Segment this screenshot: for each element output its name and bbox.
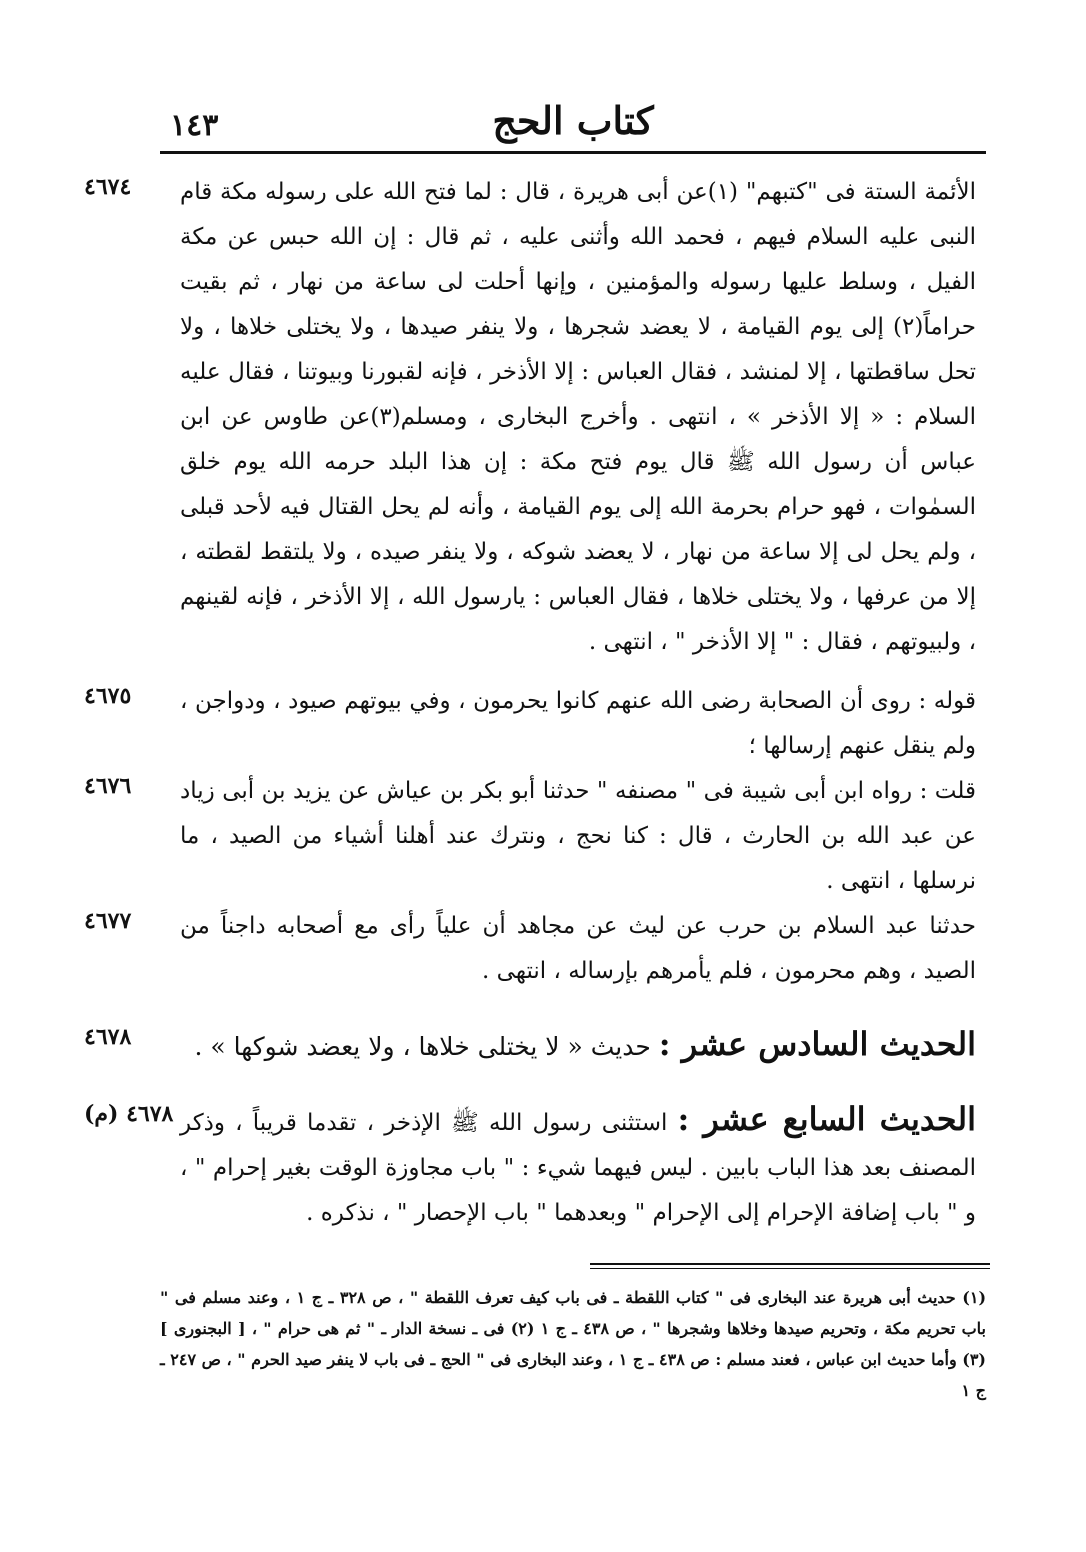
hadith-17 xyxy=(84,1097,994,1236)
hadith-body: استثنى رسول الله ﷺ الإذخر ، تقدما قريباً ، وذكر المصنف بعد هذا الباب بابين . ليس فيهما شيء : " باب مجاوزة الوقت بغير إحرام " ، و " باب إضافة الإحرام إلى الإحرام " وبعدهما " باب الإحصار " ، نذكره . xyxy=(180,1110,976,1226)
footnotes xyxy=(160,1282,986,1406)
book-title: كتاب الحج xyxy=(492,98,654,143)
entry-4675 xyxy=(84,679,994,769)
header-divider xyxy=(160,151,986,154)
hadith-16 xyxy=(84,1020,994,1071)
entry-number: ٤٦٧٧ xyxy=(84,908,132,934)
hadith-body: حديث « لا يختلى خلاها ، ولا يعضد شوكها » . xyxy=(194,1032,651,1061)
page-number: ١٤٣ xyxy=(170,108,219,143)
hadith-heading: الحديث السادس عشر : xyxy=(658,1025,976,1063)
entry-text: قوله : روى أن الصحابة رضى الله عنهم كانوا يحرمون ، وفي بيوتهم صيود ، ودواجن ، ولم ينقل عنهم إرسالها ؛ xyxy=(180,688,976,759)
hadith-text xyxy=(180,1097,976,1236)
entry-number: ٤٦٧٥ xyxy=(84,683,132,709)
footnote-divider xyxy=(590,1263,990,1265)
entry-text: الأئمة الستة فى "كتبهم" (١)عن أبى هريرة ، قال : لما فتح الله على رسوله مكة قام النبى عليه السلام فيهم ، فحمد الله وأثنى عليه ، ثم قال : إن الله حبس عن مكة الفيل ، وسلط عليها رسوله والمؤمنين ، وإنها أحلت لى ساعة من نهار ، ثم بقيت حراماً(٢) إلى يوم القيامة ، لا يعضد شجرها ، ولا ينفر صيدها ، ولا يختلى خلاها ، ولا تحل ساقطتها ، إلا لمنشد ، فقال العباس : إلا الأذخر ، فإنه لقبورنا وبيوتنا ، فقال عليه السلام : « إلا الأذخر » ، انتهى . وأخرج البخارى ، ومسلم(٣)عن طاوس عن ابن عباس أن رسول الله ﷺ قال يوم فتح مكة : إن هذا البلد حرمه الله يوم خلق السمٰوات ، فهو حرام بحرمة الله إلى يوم القيامة ، وأنه لم يحل القتال فيه لأحد قبلى ، ولم يحل لى إلا ساعة من نهار ، لا يعضد شوكه ، ولا ينفر صيده ، ولا يلتقط لقطته ، إلا من عرفها ، ولا يختلى خلاها ، فقال العباس : يارسول الله ، إلا الأذخر ، فإنه لقينهم ، ولبيوتهم ، فقال : " إلا الأذخر " ، انتهى . xyxy=(180,179,977,655)
entry-4674 xyxy=(84,170,994,665)
entry-number: ٤٦٧٨ (م) xyxy=(84,1101,174,1127)
footnote-text: (١) حديث أبى هريرة عند البخارى فى " كتاب اللقطة ـ فى باب كيف تعرف اللقطة " ، ص ٣٢٨ ـ ج ١ ، وعند مسلم فى " باب تحريم مكة ، وتحريم صيدها وخلاها وشجرها " ، ص ٤٣٨ ـ ج ١ (٢) فى ـ نسخة الدار ـ " ثم هى حرام " ، [ البجنورى ] (٣) وأما حديث ابن عباس ، فعند مسلم : ص ٤٣٨ ـ ج ١ ، وعند البخارى فى " الحج ـ فى باب لا ينفر صيد الحرم " ، ص ٢٤٧ ـ ج ١ xyxy=(159,1288,987,1400)
entry-4676 xyxy=(84,769,994,904)
entry-number: ٤٦٧٤ xyxy=(84,174,132,200)
hadith-heading: الحديث السابع عشر : xyxy=(677,1100,976,1138)
entry-text: حدثنا عبد السلام بن حرب عن ليث عن مجاهد أن علياً رأى مع أصحابه داجناً من الصيد ، وهم محرمون ، فلم يأمرهم بإرساله ، انتهى . xyxy=(180,913,976,984)
main-text xyxy=(84,170,994,1236)
hadith-text xyxy=(180,1020,976,1071)
page-header xyxy=(160,92,986,152)
entry-number: ٤٦٧٨ xyxy=(84,1024,132,1050)
footnote-divider-thin xyxy=(590,1268,990,1269)
entry-text: قلت : رواه ابن أبى شيبة فى " مصنفه " حدثنا أبو بكر بن عياش عن يزيد بن أبى زياد عن عبد الله بن الحارث ، قال : كنا نحج ، ونترك عند أهلنا أشياء من الصيد ، ما نرسلها ، انتهى . xyxy=(180,778,976,894)
entry-4677 xyxy=(84,904,994,994)
entry-number: ٤٦٧٦ xyxy=(84,773,132,799)
